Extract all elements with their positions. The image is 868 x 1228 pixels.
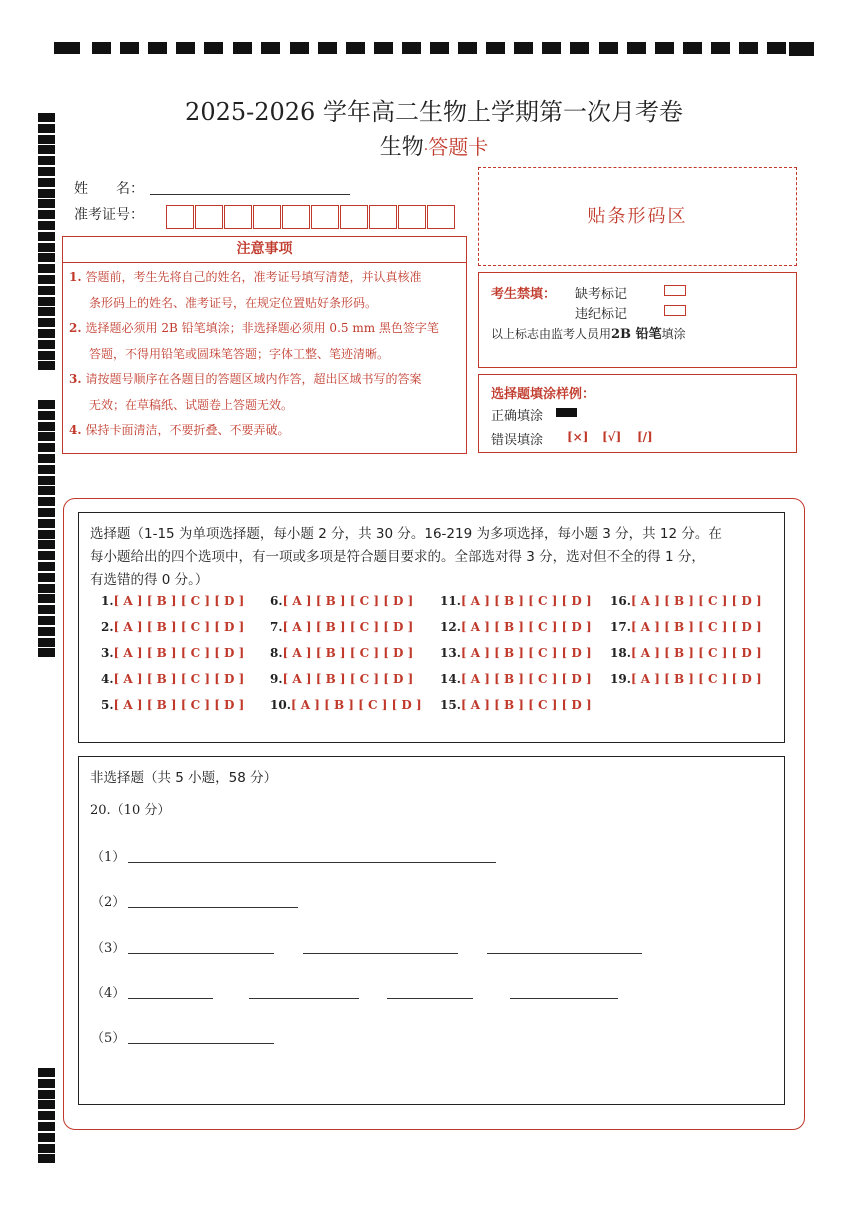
- answer-blank[interactable]: [487, 953, 642, 954]
- notice-item-4: [69, 418, 460, 444]
- q20-label: 20.（10 分）: [90, 803, 171, 818]
- question-number: 7.: [270, 620, 283, 634]
- exam-id-digit-box[interactable]: [369, 205, 397, 229]
- correct-fill-sample: [556, 408, 577, 417]
- timing-mark: [38, 486, 55, 495]
- timing-mark: [38, 361, 55, 370]
- timing-mark: [38, 1100, 55, 1109]
- choice-question-row[interactable]: [440, 594, 592, 608]
- choice-question-row[interactable]: [610, 672, 762, 686]
- timing-mark: [38, 616, 55, 625]
- choice-question-row[interactable]: [610, 620, 762, 634]
- barcode-label: 贴条形码区: [587, 206, 688, 227]
- answer-options[interactable]: [ A ] [ B ] [ C ] [ D ]: [113, 672, 245, 686]
- question-number: 10.: [270, 698, 291, 712]
- subquestion-label: （2）: [91, 895, 126, 910]
- timing-mark: [458, 42, 477, 54]
- answer-blank[interactable]: [128, 998, 213, 999]
- notice-line: 选择题必须用 2B 铅笔填涂；非选择题必须用 0.5 mm 黑色签字笔: [85, 321, 439, 335]
- choice-question-row[interactable]: [101, 698, 244, 712]
- timing-mark: [38, 454, 55, 463]
- correct-fill-label: 正确填涂: [491, 409, 544, 424]
- timing-mark: [38, 189, 55, 198]
- notice-line: 无效；在草稿纸、试题卷上答题无效。: [89, 397, 294, 412]
- question-number: 11.: [440, 594, 461, 608]
- timing-mark: [38, 508, 55, 517]
- note-text: 填涂: [661, 327, 686, 341]
- answer-options[interactable]: [ A ] [ B ] [ C ] [ D ]: [630, 646, 762, 660]
- exam-id-digit-box[interactable]: [282, 205, 310, 229]
- notice-item-3: [69, 367, 460, 393]
- notice-line: 保持卡面清洁，不要折叠、不要弄破。: [85, 423, 290, 437]
- timing-mark: [514, 42, 533, 54]
- exam-id-digit-box[interactable]: [398, 205, 426, 229]
- answer-options[interactable]: [ A ] [ B ] [ C ] [ D ]: [630, 620, 762, 634]
- exam-id-digit-box[interactable]: [311, 205, 339, 229]
- timing-mark: [38, 243, 55, 252]
- question-number: 1.: [101, 594, 114, 608]
- wrong-fill-mark-1: [×]: [567, 430, 589, 444]
- timing-mark: [38, 232, 55, 241]
- timing-mark: [38, 432, 55, 441]
- notice-item-1: [69, 265, 460, 291]
- question-number: 2.: [101, 620, 114, 634]
- timing-mark: [38, 476, 55, 485]
- question-number: 14.: [440, 672, 461, 686]
- answer-blank[interactable]: [249, 998, 359, 999]
- timing-mark: [38, 210, 55, 219]
- wrong-fill-label: 错误填涂: [491, 433, 544, 448]
- timing-mark: [38, 443, 55, 452]
- answer-blank[interactable]: [387, 998, 473, 999]
- instruction-line: 有选错的得 0 分。）: [90, 572, 209, 588]
- timing-mark: [38, 1090, 55, 1099]
- subtitle-answer-card: 答题卡: [428, 135, 489, 159]
- answer-options[interactable]: [ A ] [ B ] [ C ] [ D ]: [290, 698, 422, 712]
- timing-mark: [204, 42, 223, 54]
- timing-mark: [38, 627, 55, 636]
- timing-mark: [38, 286, 55, 295]
- notice-title: 注意事项: [63, 237, 466, 263]
- timing-mark: [38, 400, 55, 409]
- timing-mark: [38, 411, 55, 420]
- note-bold: 2B 铅笔: [611, 327, 662, 342]
- page-title: 2025-2026 学年高二生物上学期第一次月考卷: [185, 98, 683, 126]
- timing-mark: [38, 648, 55, 657]
- answer-blank[interactable]: [303, 953, 458, 954]
- timing-mark: [38, 275, 55, 284]
- absent-label: 缺考标记: [575, 287, 628, 302]
- note-text: 以上标志由监考人员用: [491, 327, 612, 341]
- timing-mark: [38, 318, 55, 327]
- timing-mark: [38, 605, 55, 614]
- choice-question-row[interactable]: [270, 620, 413, 634]
- question-number: 18.: [610, 646, 631, 660]
- choice-instructions: [90, 523, 722, 592]
- answer-options[interactable]: [ A ] [ B ] [ C ] [ D ]: [460, 698, 592, 712]
- timing-mark: [38, 530, 55, 539]
- notice-num: 3.: [69, 372, 82, 386]
- choice-question-row[interactable]: [610, 594, 762, 608]
- question-number: 19.: [610, 672, 631, 686]
- exam-id-digit-box[interactable]: [427, 205, 455, 229]
- timing-mark: [767, 42, 786, 54]
- timing-mark: [789, 42, 814, 56]
- timing-mark: [430, 42, 449, 54]
- choice-question-row[interactable]: [101, 646, 244, 660]
- timing-mark: [38, 1133, 55, 1142]
- answer-options[interactable]: [ A ] [ B ] [ C ] [ D ]: [460, 672, 592, 686]
- timing-mark: [38, 519, 55, 528]
- timing-mark: [346, 42, 365, 54]
- answer-options[interactable]: [ A ] [ B ] [ C ] [ D ]: [630, 594, 762, 608]
- answer-blank[interactable]: [128, 1043, 274, 1044]
- answer-options[interactable]: [ A ] [ B ] [ C ] [ D ]: [282, 646, 414, 660]
- timing-mark: [38, 340, 55, 349]
- barcode-area: [478, 167, 797, 266]
- fill-example-box: [478, 374, 797, 453]
- forbidden-box: [478, 272, 797, 368]
- timing-mark: [38, 465, 55, 474]
- wrong-fill-mark-2: [√]: [602, 430, 622, 444]
- notice-box: [62, 236, 467, 454]
- timing-mark: [38, 199, 55, 208]
- timing-mark: [290, 42, 309, 54]
- timing-mark: [711, 42, 730, 54]
- answer-options[interactable]: [ A ] [ B ] [ C ] [ D ]: [282, 672, 414, 686]
- exam-id-digit-box[interactable]: [340, 205, 368, 229]
- nonchoice-title: 非选择题（共 5 小题，58 分）: [90, 770, 278, 786]
- notice-num: 1.: [69, 270, 82, 284]
- timing-mark: [38, 1144, 55, 1153]
- exam-id-label: 准考证号：: [74, 207, 144, 223]
- timing-mark: [739, 42, 758, 54]
- timing-mark: [38, 167, 55, 176]
- answer-options[interactable]: [ A ] [ B ] [ C ] [ D ]: [113, 698, 245, 712]
- timing-mark: [38, 178, 55, 187]
- choice-question-row[interactable]: [101, 620, 244, 634]
- answer-options[interactable]: [ A ] [ B ] [ C ] [ D ]: [113, 594, 245, 608]
- timing-mark: [38, 1079, 55, 1088]
- timing-mark: [318, 42, 337, 54]
- choice-question-row[interactable]: [101, 594, 244, 608]
- timing-mark: [38, 1111, 55, 1120]
- subtitle-subject: 生物: [379, 135, 424, 160]
- notice-num: 2.: [69, 321, 82, 335]
- question-number: 15.: [440, 698, 461, 712]
- answer-options[interactable]: [ A ] [ B ] [ C ] [ D ]: [460, 620, 592, 634]
- timing-mark: [38, 297, 55, 306]
- timing-mark: [38, 497, 55, 506]
- question-number: 6.: [270, 594, 283, 608]
- timing-mark: [92, 42, 111, 54]
- notice-line: 答题，不得用铅笔或圆珠笔答题；字体工整、笔迹清晰。: [89, 346, 390, 361]
- timing-mark: [599, 42, 618, 54]
- question-number: 17.: [610, 620, 631, 634]
- timing-mark: [38, 307, 55, 316]
- choice-question-row[interactable]: [270, 594, 413, 608]
- choice-question-row[interactable]: [440, 646, 592, 660]
- timing-mark: [38, 551, 55, 560]
- timing-mark: [38, 562, 55, 571]
- exam-id-digit-box[interactable]: [224, 205, 252, 229]
- timing-mark: [38, 221, 55, 230]
- choice-question-row[interactable]: [440, 698, 592, 712]
- timing-mark: [38, 1068, 55, 1077]
- question-number: 16.: [610, 594, 631, 608]
- name-input[interactable]: [150, 194, 350, 195]
- timing-mark: [627, 42, 646, 54]
- forbidden-note: [491, 323, 686, 342]
- timing-mark: [38, 594, 55, 603]
- answer-options[interactable]: [ A ] [ B ] [ C ] [ D ]: [282, 620, 414, 634]
- timing-mark: [570, 42, 589, 54]
- notice-list: [63, 263, 466, 444]
- timing-mark: [233, 42, 252, 54]
- answer-blank[interactable]: [128, 953, 274, 954]
- timing-mark: [38, 329, 55, 338]
- timing-mark: [486, 42, 505, 54]
- subquestion-label: （3）: [91, 941, 126, 956]
- timing-mark: [38, 264, 55, 273]
- timing-mark: [261, 42, 280, 54]
- instruction-line: 选择题（1-15 为单项选择题，每小题 2 分，共 30 分。16-219 为多项选择，每小题 3 分，共 12 分。在: [90, 526, 722, 542]
- choice-question-row[interactable]: [440, 672, 592, 686]
- choice-question-row[interactable]: [270, 672, 413, 686]
- answer-options[interactable]: [ A ] [ B ] [ C ] [ D ]: [460, 646, 592, 660]
- choice-question-row[interactable]: [610, 646, 762, 660]
- notice-line: 答题前，考生先将自己的姓名，准考证号填写清楚，并认真核准: [85, 270, 422, 284]
- notice-line: 请按题号顺序在各题目的答题区域内作答，超出区域书写的答案: [85, 372, 422, 386]
- timing-mark: [38, 1122, 55, 1131]
- answer-blank[interactable]: [128, 862, 496, 863]
- answer-options[interactable]: [ A ] [ B ] [ C ] [ D ]: [113, 620, 245, 634]
- answer-options[interactable]: [ A ] [ B ] [ C ] [ D ]: [282, 594, 414, 608]
- timing-mark: [683, 42, 702, 54]
- nonchoice-section: [78, 756, 785, 1105]
- violation-mark-box[interactable]: [664, 305, 686, 316]
- timing-mark: [148, 42, 167, 54]
- instruction-line: 每小题给出的四个选项中，有一项或多项是符合题目要求的。全部选对得 3 分，选对但不全的得 1 分，: [90, 549, 705, 565]
- question-number: 5.: [101, 698, 114, 712]
- answer-options[interactable]: [ A ] [ B ] [ C ] [ D ]: [460, 594, 592, 608]
- question-number: 3.: [101, 646, 114, 660]
- notice-line: 条形码上的姓名、准考证号，在规定位置贴好条形码。: [89, 295, 378, 310]
- choice-question-row[interactable]: [440, 620, 592, 634]
- subquestion-label: （1）: [91, 850, 126, 865]
- timing-mark: [38, 584, 55, 593]
- timing-mark: [120, 42, 139, 54]
- choice-question-row[interactable]: [270, 698, 422, 712]
- timing-mark: [54, 42, 80, 54]
- wrong-fill-mark-3: [/]: [637, 430, 653, 444]
- timing-mark: [38, 253, 55, 262]
- exam-id-digit-box[interactable]: [253, 205, 281, 229]
- forbidden-label: 考生禁填：: [491, 287, 557, 302]
- answer-options[interactable]: [ A ] [ B ] [ C ] [ D ]: [630, 672, 762, 686]
- question-number: 12.: [440, 620, 461, 634]
- timing-mark: [38, 573, 55, 582]
- answer-blank[interactable]: [510, 998, 618, 999]
- timing-mark: [38, 422, 55, 431]
- choice-question-row[interactable]: [101, 672, 244, 686]
- exam-id-digit-box[interactable]: [166, 205, 194, 229]
- notice-item-2: [69, 316, 460, 342]
- question-number: 13.: [440, 646, 461, 660]
- subquestion-label: （5）: [91, 1031, 126, 1046]
- timing-mark: [655, 42, 674, 54]
- question-number: 8.: [270, 646, 283, 660]
- violation-label: 违纪标记: [575, 307, 628, 322]
- subtitle-separator: ·: [423, 142, 429, 158]
- absent-mark-box[interactable]: [664, 285, 686, 296]
- timing-marks-top: [54, 42, 814, 56]
- answer-blank[interactable]: [128, 907, 298, 908]
- page-subtitle: [0, 130, 868, 161]
- question-number: 4.: [101, 672, 114, 686]
- fill-example-title: 选择题填涂样例：: [491, 387, 596, 402]
- timing-mark: [542, 42, 561, 54]
- timing-mark: [176, 42, 195, 54]
- timing-mark: [402, 42, 421, 54]
- answer-options[interactable]: [ A ] [ B ] [ C ] [ D ]: [113, 646, 245, 660]
- timing-mark: [38, 1154, 55, 1163]
- question-number: 9.: [270, 672, 283, 686]
- timing-mark: [38, 540, 55, 549]
- name-label: 姓 名：: [74, 181, 144, 197]
- exam-id-digit-box[interactable]: [195, 205, 223, 229]
- subquestion-label: （4）: [91, 986, 126, 1001]
- choice-question-row[interactable]: [270, 646, 413, 660]
- timing-mark: [38, 351, 55, 360]
- timing-mark: [374, 42, 393, 54]
- notice-num: 4.: [69, 423, 82, 437]
- timing-mark: [38, 638, 55, 647]
